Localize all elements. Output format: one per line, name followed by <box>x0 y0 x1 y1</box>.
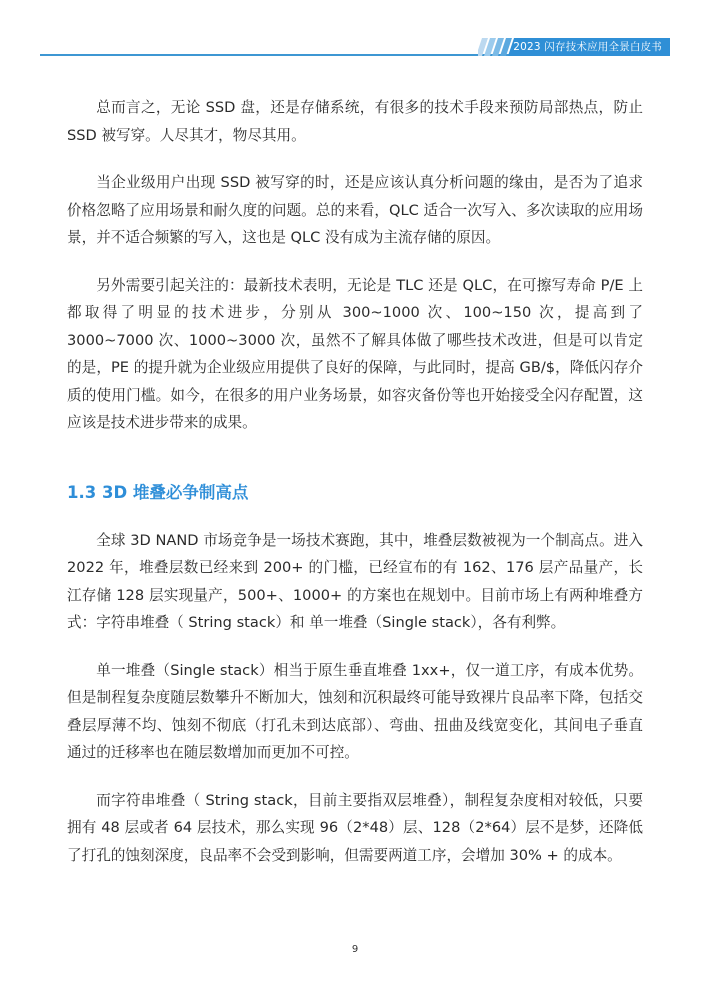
paragraph: 全球 3D NAND 市场竞争是一场技术赛跑，其中，堆叠层数被视为一个制高点。进入 2022 年，堆叠层数已经来到 200+ 的门槛，已经宣布的有 162、176 层产品量产，长江存储 128 层实现量产，500+、1000+ 的方案也在规划中。目前市场上有两种堆叠方式：字符串堆叠（ String stack）和 单一堆叠（Single stack），各有利弊。 <box>67 531 643 631</box>
page-number: 9 <box>351 944 359 955</box>
paragraph: 当企业级用户出现 SSD 被写穿的时，还是应该认真分析问题的缘由，是否为了追求价格忽略了应用场景和耐久度的问题。总的来看，QLC 适合一次写入、多次读取的应用场景，并不适合频繁的写入，这也是 QLC 没有成为主流存储的原因。 <box>67 174 643 246</box>
paragraph: 另外需要引起关注的：最新技术表明，无论是 TLC 还是 QLC，在可擦写寿命 P/E 上都取得了明显的技术进步，分别从 300~1000 次、100~150 次，提高到了 3000~7000 次、1000~3000 次，虽然不了解具体做了哪些技术改进，但是可以肯定的是，PE 的提升就为企业级应用提供了良好的保障，与此同时，提高 GB/$，降低闪存介质的使用门槛。如今，在很多的用户业务场景，如容灾备份等也开始接受全闪存配置，这应该是技术进步带来的成果。 <box>67 276 643 431</box>
paragraph: 单一堆叠（Single stack）相当于原生垂直堆叠 1xx+，仅一道工序，有成本优势。但是制程复杂度随层数攀升不断加大，蚀刻和沉积最终可能导致裸片良品率下降，包括交叠层厚薄不均、蚀刻不彻底（打孔未到达底部）、弯曲、扭曲及线宽变化，其间电子垂直通过的迁移率也在随层数增加而更加不可控。 <box>67 661 643 761</box>
document-body <box>67 94 643 869</box>
header-banner <box>478 38 670 56</box>
header-title: 2023 闪存技术应用全景白皮书 <box>513 41 662 53</box>
paragraph: 而字符串堆叠（ String stack，目前主要指双层堆叠），制程复杂度相对较低，只要拥有 48 层或者 64 层技术，那么实现 96（2*48）层、128（2*64）层不是梦，还降低了打孔的蚀刻深度，良品率不会受到影响，但需要两道工序，会增加 30% + 的成本。 <box>67 791 643 864</box>
section-heading: 1.3 3D 堆叠必争制高点 <box>67 482 249 502</box>
paragraph: 总而言之，无论 SSD 盘，还是存储系统，有很多的技术手段来预防局部热点，防止 SSD 被写穿。人尽其才，物尽其用。 <box>67 99 643 144</box>
